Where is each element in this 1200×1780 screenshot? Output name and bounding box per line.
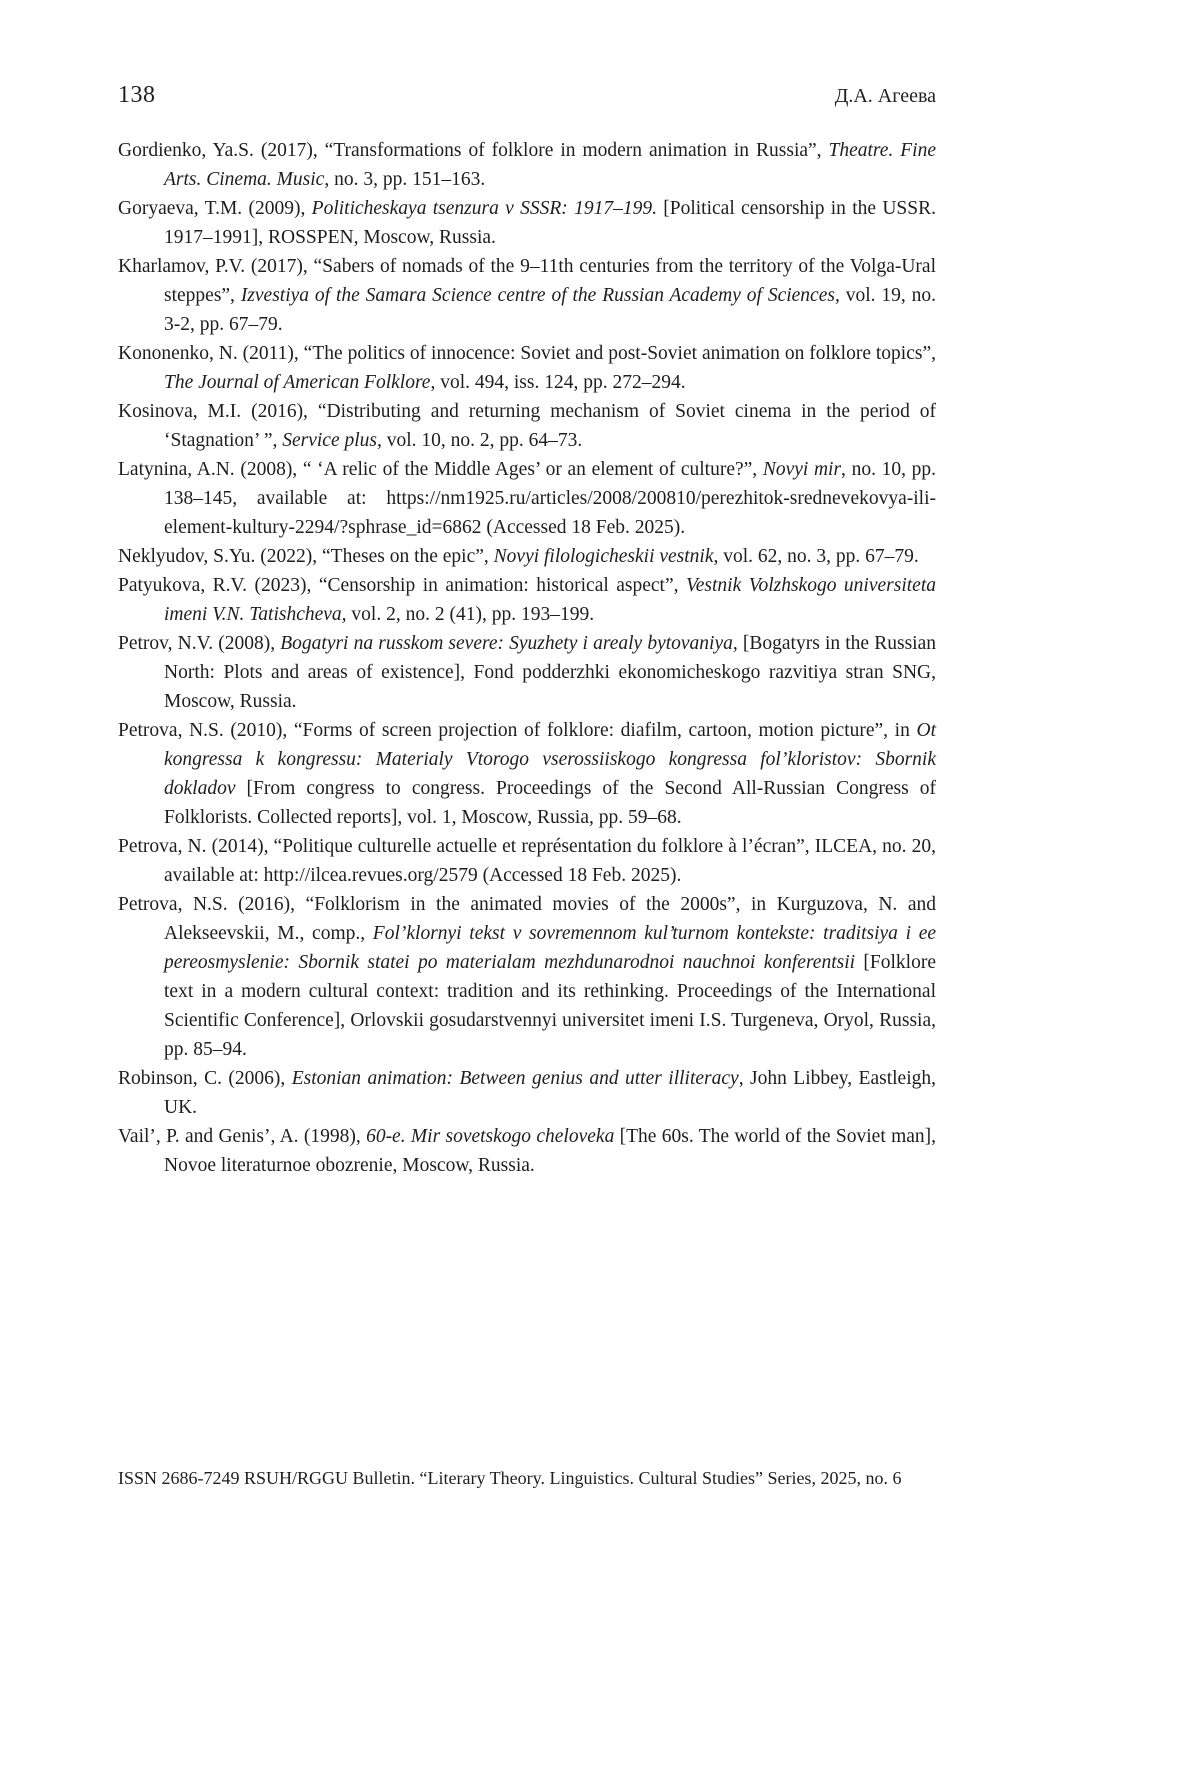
reference-title-italic: Novyi filologicheskii vestnik (493, 546, 714, 567)
reference-text: , vol. 62, no. 3, pp. 67–79. (713, 546, 919, 567)
reference-text: Petrova, N. (2014), “Politique culturelle actuelle et représentation du folklore à l’écran”, ILCEA, no. 20, available at: http://ilcea.revues.org/2579 (Accessed 18 Feb. 2025). (118, 836, 936, 886)
reference-title-italic: Fol’klornyi tekst v sovremennom kul’turnom kontekste: traditsiya i ee pereosmyslenie: Sbornik statei po materialam mezhdunarodnoi nauchnoi konferentsii (164, 923, 936, 973)
reference-text: Kosinova, M.I. (2016), “Distributing and returning mechanism of Soviet cinema in the period of ‘Stagnation’ ”, (118, 401, 936, 451)
reference-text: Petrov, N.V. (2008), (118, 633, 281, 654)
reference-title-italic: The Journal of American Folklore (164, 372, 431, 393)
footer-text: ISSN 2686-7249 RSUH/RGGU Bulletin. “Literary Theory. Linguistics. Cultural Studies” Series, 2025, no. 6 (118, 1468, 902, 1488)
reference-entry (118, 629, 936, 716)
reference-text: Vail’, P. and Genis’, A. (1998), (118, 1126, 367, 1147)
reference-text: [Political censorship in the USSR. 1917–1991], ROSSPEN, Moscow, Russia. (164, 198, 937, 248)
reference-entry (118, 542, 936, 571)
page-header (118, 82, 936, 109)
reference-text: , [Bogatyrs in the Russian North: Plots and areas of existence], Fond podderzhki ekonomicheskogo razvitiya stran SNG, Moscow, Russia. (164, 633, 936, 712)
reference-entry (118, 1122, 936, 1180)
running-head-author: Д.А. Агеева (834, 85, 936, 107)
reference-title-italic: Politicheskaya tsenzura v SSSR: 1917–199. (311, 198, 657, 219)
reference-entry (118, 397, 936, 455)
reference-entry (118, 571, 936, 629)
reference-text: vol. 2, no. 2 (41), pp. 193–199. (346, 604, 595, 625)
reference-text: Kononenko, N. (2011), “The politics of innocence: Soviet and post-Soviet animation on folklore topics”, (118, 343, 936, 364)
reference-title-italic: Estonian animation: Between genius and utter illiteracy (291, 1068, 739, 1089)
reference-entry (118, 455, 936, 542)
reference-text: Goryaeva, T.M. (2009), (118, 198, 312, 219)
reference-title-italic: 60-e. Mir sovetskogo cheloveka (366, 1126, 615, 1147)
reference-text: Neklyudov, S.Yu. (2022), “Theses on the epic”, (118, 546, 494, 567)
reference-text: , vol. 10, no. 2, pp. 64–73. (377, 430, 583, 451)
reference-text: Petrova, N.S. (2016), “Folklorism in the animated movies of the 2000s”, in Kurguzova, N. and Alekseevskii, M., comp., (118, 894, 936, 944)
reference-entry (118, 890, 936, 1064)
page-number: 138 (118, 82, 156, 108)
reference-title-italic: Service plus (282, 430, 377, 451)
reference-text: Patyukova, R.V. (2023), “Censorship in animation: historical aspect”, (118, 575, 686, 596)
reference-text: Petrova, N.S. (2010), “Forms of screen projection of folklore: diafilm, cartoon, motion picture”, in (118, 720, 917, 741)
reference-title-italic: Theatre. Fine Arts. Cinema. Music (164, 140, 936, 190)
reference-entry (118, 136, 936, 194)
reference-entry (118, 194, 936, 252)
reference-text: [From congress to congress. Proceedings of the Second All-Russian Congress of Folklorists. Collected reports], vol. 1, Moscow, Russia, pp. 59–68. (164, 778, 936, 828)
reference-text: [The 60s. The world of the Soviet man], Novoe literaturnoe obozrenie, Moscow, Russia. (164, 1126, 937, 1176)
reference-text: , vol. 494, iss. 124, pp. 272–294. (430, 372, 686, 393)
reference-text: Robinson, C. (2006), (118, 1068, 292, 1089)
reference-title-italic: Vestnik Volzhskogo universiteta imeni V.N. Tatishcheva, (164, 575, 936, 625)
reference-entry (118, 1064, 936, 1122)
reference-text: Gordienko, Ya.S. (2017), “Transformations of folklore in modern animation in Russia”, (118, 140, 829, 161)
reference-list (118, 136, 936, 1180)
reference-entry (118, 339, 936, 397)
reference-text: [Folklore text in a modern cultural context: tradition and its rethinking. Proceedings of the International Scientific Conference], Orlovskii gosudarstvennyi universitet imeni I.S. Turgeneva, Oryol, Russia, pp. 85–94. (164, 952, 936, 1060)
reference-text: , no. 3, pp. 151–163. (324, 169, 486, 190)
reference-title-italic: Bogatyri na russkom severe: Syuzhety i arealy bytovaniya (280, 633, 733, 654)
reference-text: Kharlamov, P.V. (2017), “Sabers of nomads of the 9–11th centuries from the territory of the Volga-Ural steppes”, (118, 256, 936, 306)
reference-text: , no. 10, pp. 138–145, available at: https://nm1925.ru/articles/2008/200810/perezhitok-srednevekovya-ili-element-kultury-2294/?sphrase_id=6862 (Accessed 18 Feb. 2025). (164, 459, 936, 538)
reference-title-italic: Novyi mir (762, 459, 842, 480)
reference-entry (118, 832, 936, 890)
page-footer (118, 1468, 938, 1489)
reference-text: , John Libbey, Eastleigh, UK. (164, 1068, 936, 1118)
reference-text: , vol. 19, no. 3-2, pp. 67–79. (164, 285, 936, 335)
reference-entry (118, 716, 936, 832)
reference-entry (118, 252, 936, 339)
reference-text: Latynina, A.N. (2008), “ ‘A relic of the Middle Ages’ or an element of culture?”, (118, 459, 763, 480)
reference-title-italic: Ot kongressa k kongressu: Materialy Vtorogo vserossiiskogo kongressa fol’kloristov: Sbornik dokladov (164, 720, 936, 799)
reference-title-italic: Izvestiya of the Samara Science centre of the Russian Academy of Sciences (240, 285, 835, 306)
